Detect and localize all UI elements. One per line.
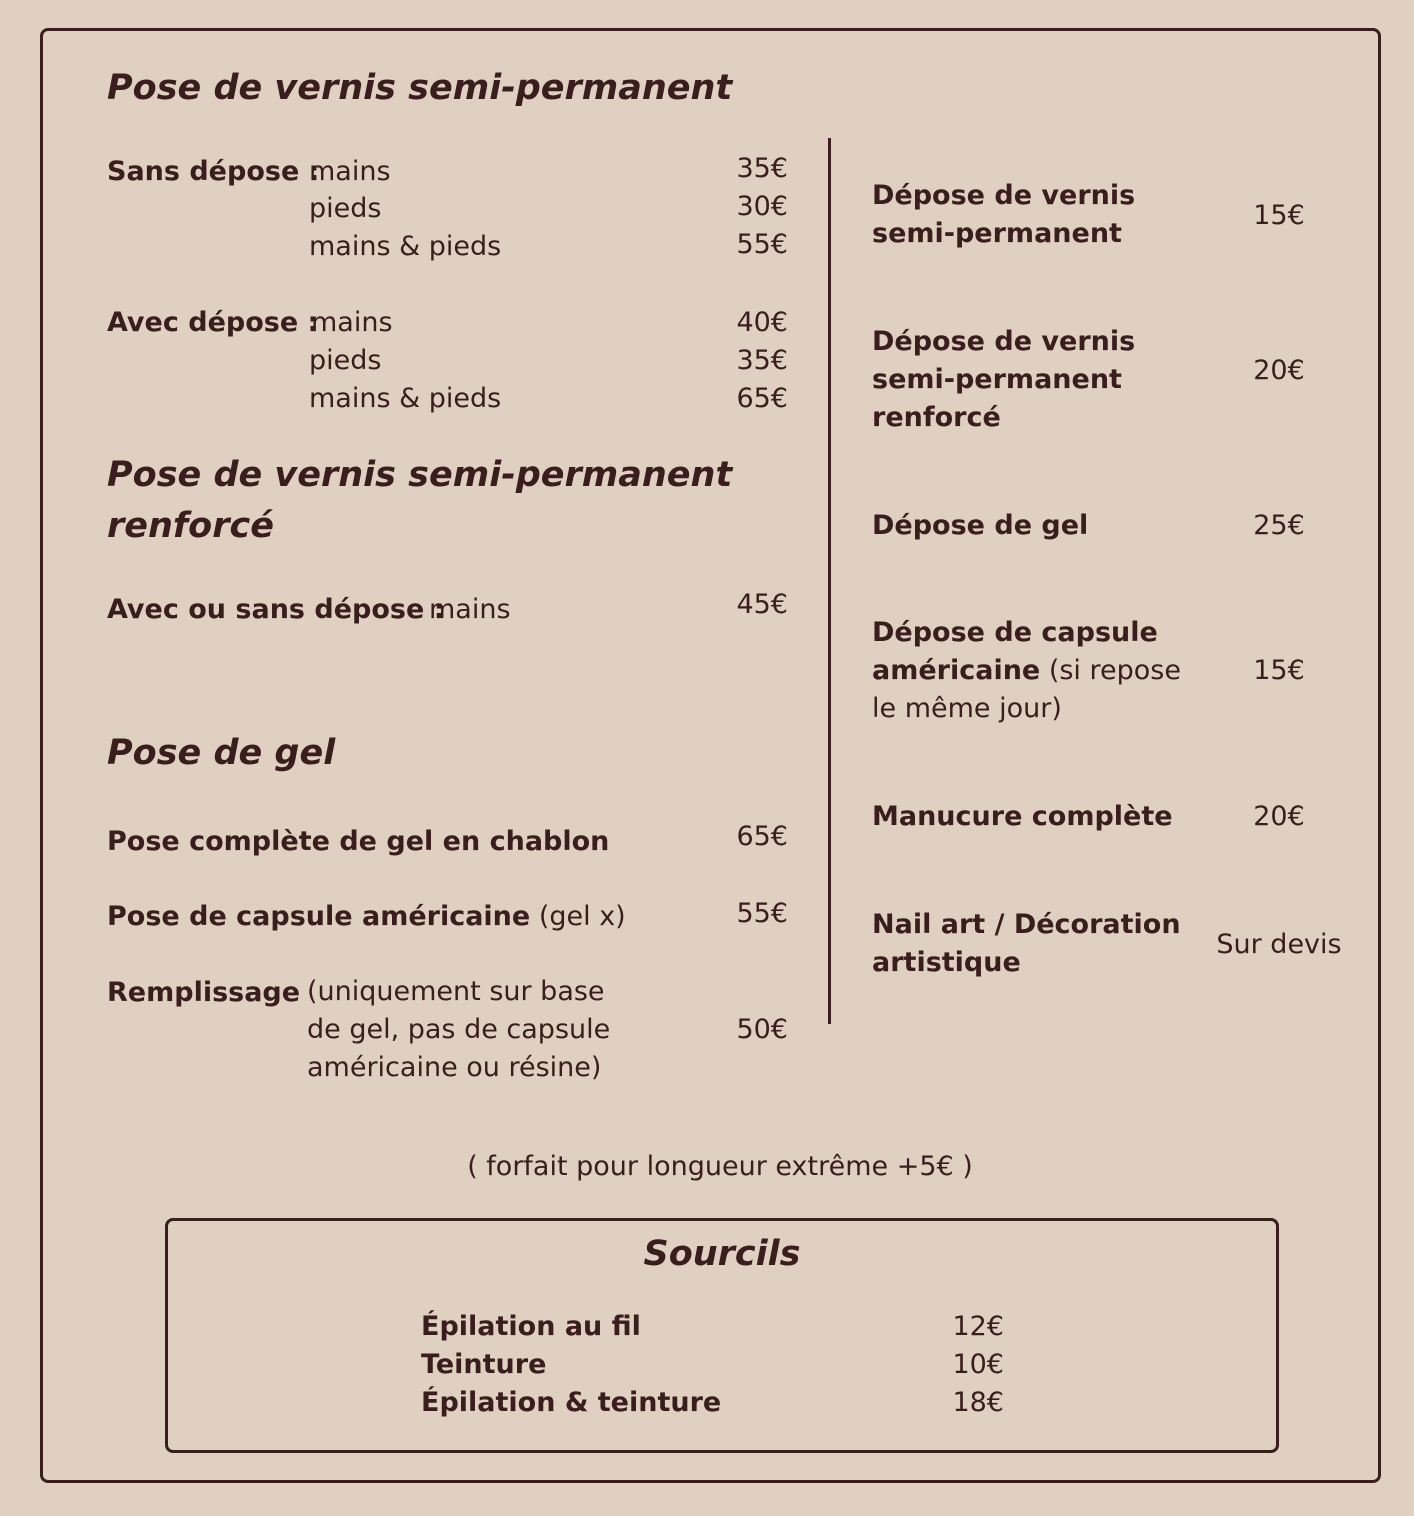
section-title-renforce-line2: renforcé — [107, 506, 274, 546]
capsule-row — [107, 898, 626, 936]
section-title-semi-permanent: Pose de vernis semi-permanent — [107, 68, 733, 108]
section-title-gel: Pose de gel — [107, 733, 336, 773]
capsule-label: Pose de capsule américaine — [107, 901, 531, 932]
service-price: 15€ — [1253, 200, 1305, 231]
sourcils-item-price: 12€ — [952, 1311, 1004, 1342]
depose-capsule-bold: américaine — [872, 655, 1041, 686]
remplissage-note-2: de gel, pas de capsule — [307, 1014, 611, 1045]
service-name: mains & pieds — [309, 383, 502, 414]
service-price: 40€ — [736, 307, 788, 338]
sourcils-item-price: 18€ — [952, 1387, 1004, 1418]
depose-renforce-line2: semi-permanent — [872, 364, 1122, 395]
service-price: Sur devis — [1216, 929, 1342, 960]
service-price: 50€ — [736, 1014, 788, 1045]
depose-renforce-line1: Dépose de vernis — [872, 326, 1136, 357]
service-price: 35€ — [736, 345, 788, 376]
sourcils-item-name: Épilation au fil — [421, 1311, 641, 1342]
service-name: mains & pieds — [309, 231, 502, 262]
nail-art-line1: Nail art / Décoration — [872, 909, 1181, 940]
column-divider — [828, 138, 831, 1024]
service-name: mains — [309, 156, 391, 187]
sans-depose-label: Sans dépose : — [107, 156, 320, 187]
avec-ou-sans-depose-label: Avec ou sans dépose : — [107, 594, 445, 625]
avec-depose-label: Avec dépose : — [107, 307, 319, 338]
sourcils-item-name: Épilation & teinture — [421, 1387, 722, 1418]
service-price: 20€ — [1253, 355, 1305, 386]
service-name: mains — [429, 594, 511, 625]
service-price: 55€ — [736, 229, 788, 260]
remplissage-note-1: (uniquement sur base — [307, 976, 605, 1007]
depose-capsule-line3: le même jour) — [872, 693, 1062, 724]
service-price: 65€ — [736, 383, 788, 414]
depose-semi-line1: Dépose de vernis — [872, 180, 1136, 211]
gel-complete-label: Pose complète de gel en chablon — [107, 826, 610, 857]
depose-semi-line2: semi-permanent — [872, 218, 1122, 249]
service-price: 45€ — [736, 589, 788, 620]
depose-capsule-line2 — [872, 652, 1181, 690]
manucure-label: Manucure complète — [872, 801, 1173, 832]
depose-capsule-line1: Dépose de capsule — [872, 617, 1158, 648]
service-price: 65€ — [736, 821, 788, 852]
service-price: 25€ — [1253, 510, 1305, 541]
service-price: 30€ — [736, 191, 788, 222]
nail-art-line2: artistique — [872, 947, 1021, 978]
service-name: pieds — [309, 345, 382, 376]
section-title-renforce: Pose de vernis semi-permanent — [107, 455, 733, 495]
service-price: 15€ — [1253, 655, 1305, 686]
service-price: 35€ — [736, 153, 788, 184]
depose-gel-label: Dépose de gel — [872, 510, 1089, 541]
depose-capsule-note: (si repose — [1040, 655, 1181, 686]
capsule-note: (gel x) — [538, 901, 626, 932]
service-name: mains — [311, 307, 393, 338]
service-price: 55€ — [736, 898, 788, 929]
depose-renforce-line3: renforcé — [872, 402, 1001, 433]
remplissage-label: Remplissage — [107, 977, 301, 1008]
remplissage-note-3: américaine ou résine) — [307, 1052, 602, 1083]
service-price: 20€ — [1253, 801, 1305, 832]
sourcils-title: Sourcils — [643, 1234, 801, 1274]
sourcils-item-name: Teinture — [421, 1349, 547, 1380]
service-name: pieds — [309, 193, 382, 224]
forfait-note: ( forfait pour longueur extrême +5€ ) — [467, 1151, 973, 1182]
sourcils-item-price: 10€ — [952, 1349, 1004, 1380]
